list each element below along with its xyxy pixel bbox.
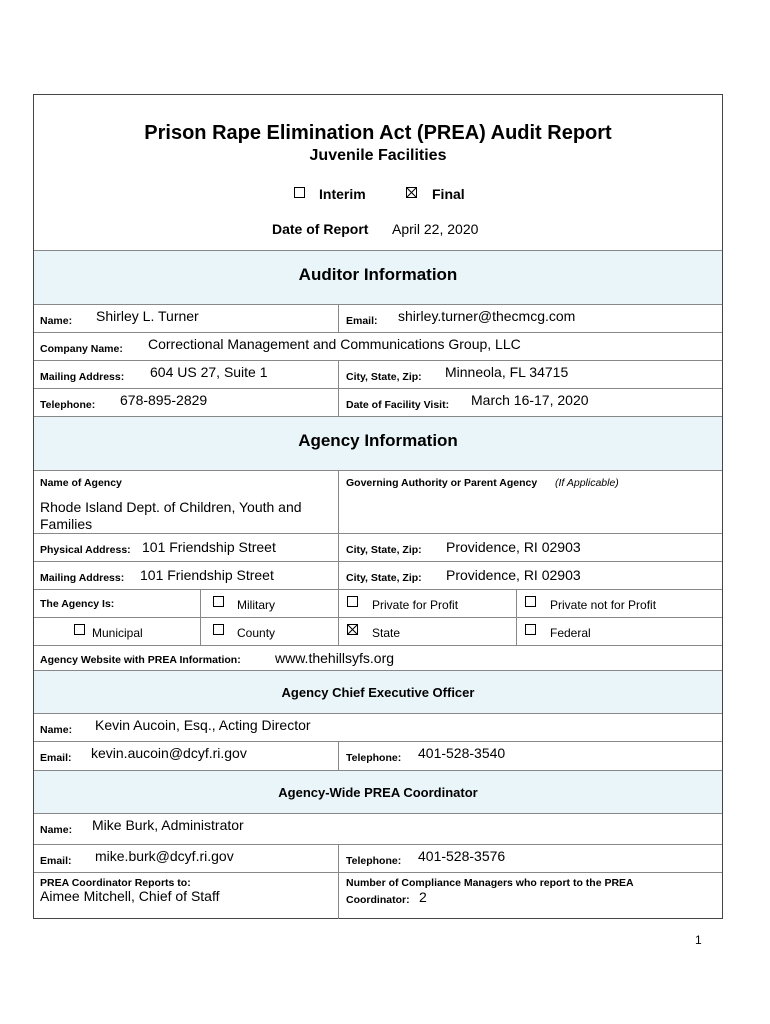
private-nonprofit-checkbox[interactable] xyxy=(525,596,536,607)
agency-physical-row xyxy=(34,534,722,562)
auditor-csz: Minneola, FL 34715 xyxy=(445,364,569,380)
governing-authority-label: Governing Authority or Parent Agency xyxy=(346,477,538,489)
ceo-email-label: Email: xyxy=(40,752,72,764)
county-label: County xyxy=(237,626,276,640)
interim-label: Interim xyxy=(319,186,366,202)
county-checkbox[interactable] xyxy=(213,624,224,635)
coordinator-name: Mike Burk, Administrator xyxy=(92,817,244,833)
municipal-checkbox[interactable] xyxy=(74,624,85,635)
agency-name-row xyxy=(34,471,722,534)
date-of-report-label: Date of Report xyxy=(272,221,369,237)
compliance-managers-label-2: Coordinator: xyxy=(346,894,410,906)
auditor-csz-label: City, State, Zip: xyxy=(346,371,422,383)
page-number: 1 xyxy=(695,933,702,947)
ceo-name-row xyxy=(34,714,722,742)
agency-csz-label-2: City, State, Zip: xyxy=(346,572,422,584)
coordinator-phone-label: Telephone: xyxy=(346,855,402,867)
auditor-company-label: Company Name: xyxy=(40,343,123,355)
agency-csz-1: Providence, RI 02903 xyxy=(446,539,581,555)
military-checkbox[interactable] xyxy=(213,596,224,607)
auditor-phone-label: Telephone: xyxy=(40,399,96,411)
auditor-section-header xyxy=(34,251,722,305)
agency-mailing: 101 Friendship Street xyxy=(140,567,274,583)
ceo-phone: 401-528-3540 xyxy=(418,745,506,761)
agency-section-title: Agency Information xyxy=(298,431,458,450)
governing-authority-note: (If Applicable) xyxy=(555,477,619,489)
physical-address-label: Physical Address: xyxy=(40,544,131,556)
auditor-company-row xyxy=(34,333,722,361)
auditor-email: shirley.turner@thecmcg.com xyxy=(398,308,576,324)
date-of-report-value: April 22, 2020 xyxy=(392,221,479,237)
agency-website-row xyxy=(34,646,722,671)
coordinator-name-row xyxy=(34,814,722,845)
final-checkbox[interactable] xyxy=(406,187,417,198)
auditor-email-label: Email: xyxy=(346,315,378,327)
report-subtitle: Juvenile Facilities xyxy=(309,147,447,164)
agency-mailing-label: Mailing Address: xyxy=(40,572,125,584)
ceo-section-title: Agency Chief Executive Officer xyxy=(281,685,475,700)
private-profit-label: Private for Profit xyxy=(372,598,459,612)
report-form xyxy=(33,94,723,919)
agency-website-label: Agency Website with PREA Information: xyxy=(40,654,241,666)
agency-name-line1: Rhode Island Dept. of Children, Youth and xyxy=(40,499,302,515)
agency-website[interactable]: www.thehillsyfs.org xyxy=(275,650,395,666)
private-profit-checkbox[interactable] xyxy=(347,596,358,607)
agency-csz-2: Providence, RI 02903 xyxy=(446,567,581,583)
auditor-name-label: Name: xyxy=(40,315,73,327)
state-label: State xyxy=(372,626,401,640)
agency-type-row-2 xyxy=(34,618,722,646)
coordinator-section-header xyxy=(34,771,722,814)
report-header xyxy=(34,95,722,251)
federal-checkbox[interactable] xyxy=(525,624,536,635)
coordinator-reports-row xyxy=(34,873,722,919)
facility-visit-label: Date of Facility Visit: xyxy=(346,399,450,411)
auditor-phone-row xyxy=(34,389,722,417)
auditor-mailing: 604 US 27, Suite 1 xyxy=(150,364,268,380)
physical-address: 101 Friendship Street xyxy=(142,539,276,555)
compliance-managers-label: Number of Compliance Managers who report to the PREA xyxy=(346,877,634,889)
auditor-phone: 678-895-2829 xyxy=(120,392,208,408)
agency-name-line2: Families xyxy=(40,516,93,532)
auditor-mailing-row xyxy=(34,361,722,389)
reports-to: Aimee Mitchell, Chief of Staff xyxy=(40,888,220,904)
coordinator-name-label: Name: xyxy=(40,824,73,836)
state-checkbox[interactable] xyxy=(347,624,358,635)
military-label: Military xyxy=(237,598,275,612)
municipal-label: Municipal xyxy=(92,626,143,640)
ceo-email: kevin.aucoin@dcyf.ri.gov xyxy=(91,745,247,761)
final-label: Final xyxy=(432,186,465,202)
interim-checkbox[interactable] xyxy=(294,187,305,198)
ceo-name-label: Name: xyxy=(40,724,73,736)
facility-visit-date: March 16-17, 2020 xyxy=(471,392,589,408)
coordinator-email-label: Email: xyxy=(40,855,72,867)
auditor-company: Correctional Management and Communications Group, LLC xyxy=(148,336,521,352)
ceo-section-header xyxy=(34,671,722,714)
agency-mailing-row xyxy=(34,562,722,590)
coordinator-section-title: Agency-Wide PREA Coordinator xyxy=(278,785,478,800)
agency-section-header xyxy=(34,417,722,471)
compliance-managers-count: 2 xyxy=(419,889,427,905)
reports-to-label: PREA Coordinator Reports to: xyxy=(40,877,191,889)
auditor-mailing-label: Mailing Address: xyxy=(40,371,125,383)
auditor-section-title: Auditor Information xyxy=(298,265,458,284)
auditor-name-row xyxy=(34,305,722,333)
auditor-name: Shirley L. Turner xyxy=(96,308,199,324)
coordinator-contact-row xyxy=(34,845,722,873)
coordinator-email: mike.burk@dcyf.ri.gov xyxy=(95,848,234,864)
report-title: Prison Rape Elimination Act (PREA) Audit Report xyxy=(144,122,612,144)
agency-is-label: The Agency Is: xyxy=(40,598,115,610)
ceo-contact-row xyxy=(34,742,722,771)
agency-type-row-1 xyxy=(34,590,722,618)
ceo-name: Kevin Aucoin, Esq., Acting Director xyxy=(95,717,311,733)
federal-label: Federal xyxy=(550,626,591,640)
coordinator-phone: 401-528-3576 xyxy=(418,848,506,864)
private-nonprofit-label: Private not for Profit xyxy=(550,598,657,612)
agency-csz-label-1: City, State, Zip: xyxy=(346,544,422,556)
agency-name-label: Name of Agency xyxy=(40,477,122,489)
ceo-phone-label: Telephone: xyxy=(346,752,402,764)
